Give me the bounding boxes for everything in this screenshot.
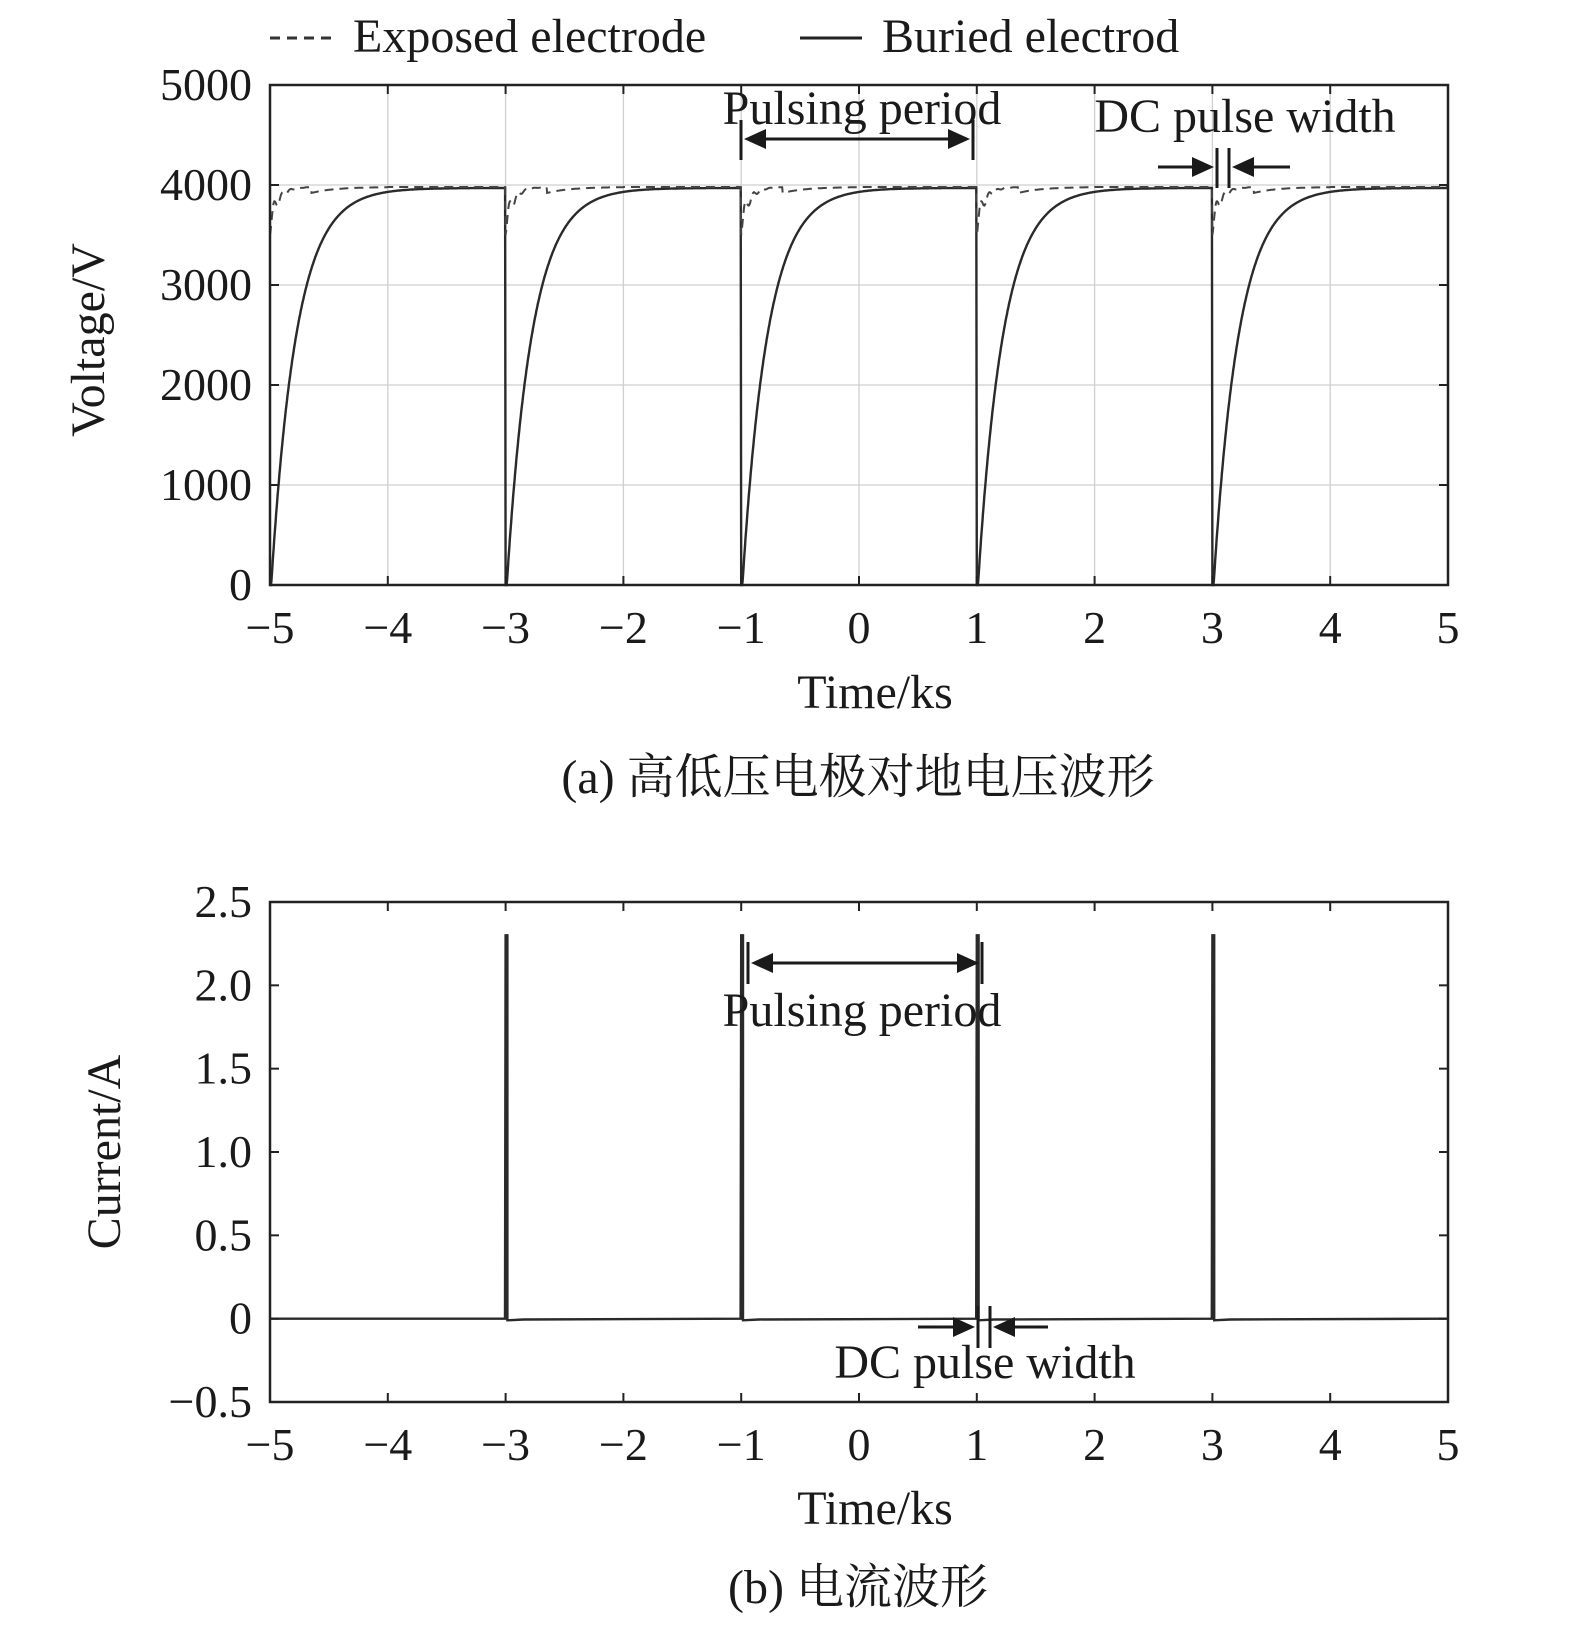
current-annotation-pulsing-period xyxy=(723,942,1002,1037)
current-panel-caption: (b) 电流波形 xyxy=(728,1561,988,1614)
voltage-y-axis-label: Voltage/V xyxy=(62,243,115,437)
voltage-x-tick-label: 0 xyxy=(847,602,871,653)
current-x-tick-label: −2 xyxy=(598,1419,648,1470)
voltage-legend xyxy=(270,10,1179,63)
voltage-grid xyxy=(270,85,1448,585)
voltage-chart xyxy=(62,10,1460,804)
voltage-y-tick-label: 3000 xyxy=(160,259,252,310)
legend-label-buried: Buried electrod xyxy=(882,10,1180,63)
current-x-tick-label: 1 xyxy=(965,1419,989,1470)
annotation-b-pulsing-period-label: Pulsing period xyxy=(722,984,1002,1037)
voltage-y-tick-label: 4000 xyxy=(160,159,252,210)
voltage-x-tick-label: −3 xyxy=(481,602,531,653)
current-y-tick-label: 0 xyxy=(229,1292,252,1344)
voltage-x-tick-label: −4 xyxy=(363,602,413,653)
voltage-x-tick-label: 3 xyxy=(1200,602,1224,653)
annotation-b-dc-head-left xyxy=(953,1317,975,1337)
annotation-dc-pulse-width-label: DC pulse width xyxy=(1094,90,1396,143)
legend-label-exposed: Exposed electrode xyxy=(353,10,707,63)
current-chart xyxy=(78,876,1460,1614)
voltage-y-tick-label: 2000 xyxy=(160,359,252,410)
voltage-x-ticks xyxy=(246,85,1460,653)
current-x-tick-label: 2 xyxy=(1083,1419,1107,1470)
current-y-axis-label: Current/A xyxy=(78,1054,131,1250)
voltage-x-tick-label: 5 xyxy=(1436,602,1460,653)
current-y-tick-label: 2.0 xyxy=(194,959,252,1011)
current-y-tick-label: 1.0 xyxy=(194,1126,252,1177)
current-x-tick-label: −4 xyxy=(363,1419,413,1470)
voltage-y-tick-label: 0 xyxy=(229,559,252,610)
current-plot-frame xyxy=(270,902,1448,1402)
voltage-x-tick-label: 2 xyxy=(1083,602,1107,653)
voltage-x-tick-label: −5 xyxy=(245,602,295,653)
current-y-tick-label: 2.5 xyxy=(194,876,252,927)
current-x-tick-label: 3 xyxy=(1200,1419,1224,1470)
annotation-pulsing-period-label: Pulsing period xyxy=(722,82,1002,135)
annotation-b-dc-pulse-width-label: DC pulse width xyxy=(834,1336,1136,1389)
current-x-tick-label: 0 xyxy=(847,1419,871,1470)
current-x-tick-label: −1 xyxy=(716,1419,766,1470)
current-y-tick-label: 1.5 xyxy=(194,1042,252,1094)
voltage-x-tick-label: −1 xyxy=(716,602,766,653)
voltage-annotation-pulsing-period xyxy=(723,82,1002,160)
current-x-tick-label: −5 xyxy=(245,1419,295,1470)
voltage-panel-caption: (a) 高低压电极对地电压波形 xyxy=(561,751,1155,804)
annotation-dc-head-right xyxy=(1232,157,1254,177)
voltage-x-axis-label: Time/ks xyxy=(797,666,953,719)
annotation-dc-head-left xyxy=(1192,157,1214,177)
current-x-axis-label: Time/ks xyxy=(797,1482,953,1535)
current-y-tick-label: 0.5 xyxy=(194,1209,252,1261)
voltage-y-tick-label: 1000 xyxy=(160,459,252,510)
voltage-annotation-dc-pulse-width xyxy=(1094,90,1395,188)
current-x-tick-label: 4 xyxy=(1318,1419,1342,1470)
voltage-x-tick-label: −2 xyxy=(598,602,648,653)
voltage-x-tick-label: 4 xyxy=(1318,602,1342,653)
current-y-tick-label: −0.5 xyxy=(168,1376,252,1427)
voltage-y-tick-label: 5000 xyxy=(160,59,252,110)
current-x-tick-label: −3 xyxy=(481,1419,531,1470)
annotation-b-pulsing-head-left xyxy=(751,953,773,973)
current-x-tick-label: 5 xyxy=(1436,1419,1460,1470)
current-y-ticks xyxy=(169,876,1448,1427)
voltage-x-tick-label: 1 xyxy=(965,602,989,653)
